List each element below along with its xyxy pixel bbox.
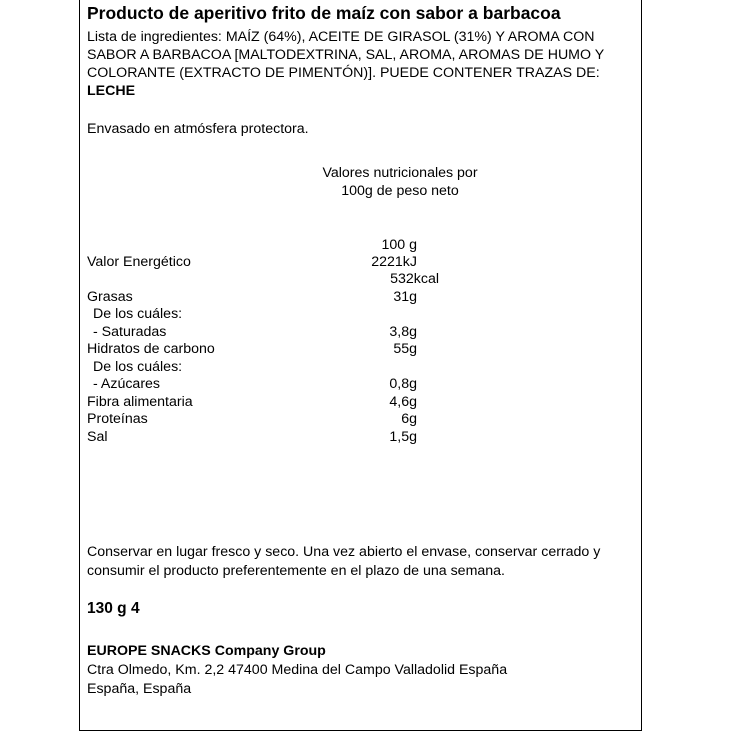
nutrition-row-label: De los cuáles: (93, 306, 183, 322)
nutrition-row-label: Hidratos de carbono (87, 341, 215, 357)
nutrition-row-label: Valor Energético (87, 254, 191, 270)
nutrition-row-label: De los cuáles: (93, 359, 183, 375)
nutrition-row-label: Fibra alimentaria (87, 394, 193, 410)
allergen-text: LECHE (87, 83, 136, 99)
nutrition-row-value: 3,8g (389, 324, 417, 340)
ingredients-text: Lista de ingredientes: MAÍZ (64%), ACEITE DE GIRASOL (31%) Y AROMA CON SABOR A BARBACOA [MALTODEXTRINA, SAL, AROMA, AROMAS DE HUMO Y COLORANTE (EXTRACTO DE PIMENTÓN)]. PUEDE CONTENER TRAZAS DE: (87, 29, 604, 81)
nutrition-row-value: 4,6g (389, 394, 417, 410)
nutrition-header (300, 164, 500, 200)
company-country: España, España (87, 681, 192, 697)
net-weight: 130 g 4 (87, 600, 140, 617)
nutrition-row-value: 0,8g (389, 376, 417, 392)
ingredients-list (87, 28, 637, 100)
company-address: Ctra Olmedo, Km. 2,2 47400 Medina del Campo Valladolid España (87, 662, 508, 678)
nutrition-row-label: - Azúcares (93, 376, 161, 392)
nutrition-header-line2: 100g de peso neto (341, 183, 459, 199)
company-name: EUROPE SNACKS Company Group (87, 643, 326, 659)
nutrition-row-value: 532kcal (390, 271, 439, 287)
nutrition-row-label: - Saturadas (93, 324, 167, 340)
nutrition-row-label: Proteínas (87, 411, 148, 427)
packaging-note: Envasado en atmósfera protectora. (87, 121, 309, 137)
nutrition-row-value: 6g (401, 411, 417, 427)
nutrition-row-value: 55g (393, 341, 417, 357)
nutrition-basis: 100 g (381, 237, 417, 253)
product-title: Producto de aperitivo frito de maíz con sabor a barbacoa (87, 3, 561, 23)
storage-line-1: Conservar en lugar fresco y seco. Una vez abierto el envase, conservar cerrado y (87, 544, 601, 560)
nutrition-header-line1: Valores nutricionales por (322, 165, 478, 181)
nutrition-row-label: Grasas (87, 289, 133, 305)
nutrition-row-label: Sal (87, 429, 108, 445)
storage-line-2: consumir el producto preferentemente en el plazo de una semana. (87, 563, 505, 579)
nutrition-row-value: 2221kJ (371, 254, 417, 270)
nutrition-row-value: 1,5g (389, 429, 417, 445)
nutrition-row-value: 31g (393, 289, 417, 305)
